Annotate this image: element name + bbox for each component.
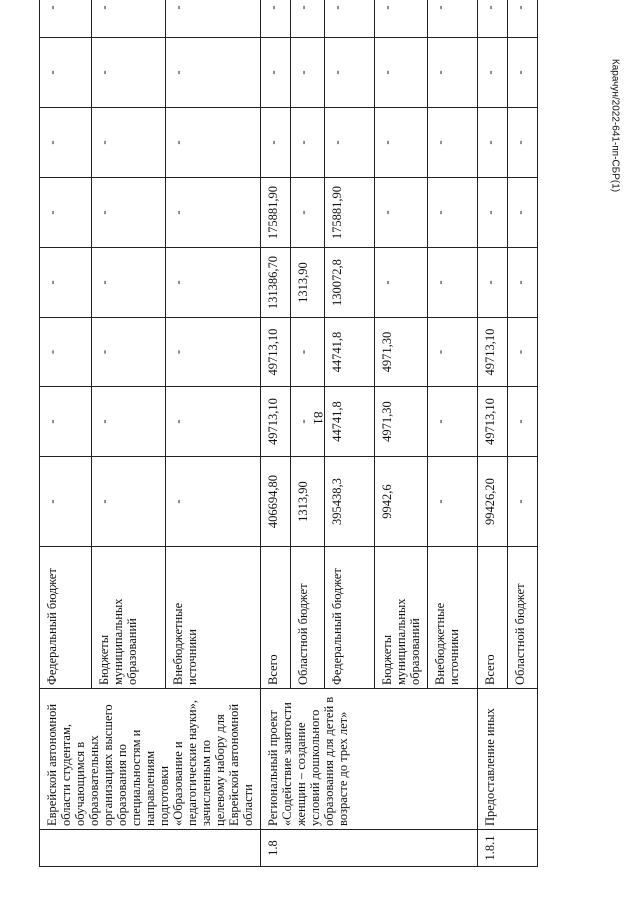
- section-title: Региональный проект «Содействие занятости женщин – создание условий дошкольного образования для детей в возрасте до трех лет»: [261, 689, 478, 830]
- amount-cell: -: [165, 248, 260, 318]
- page-number: 81: [311, 411, 326, 425]
- amount-cell: -: [165, 38, 260, 108]
- amount-cell: -: [508, 178, 538, 248]
- funding-source-cell: Всего: [478, 547, 508, 689]
- amount-cell: -: [478, 108, 508, 178]
- section-number: 1.8.1: [478, 830, 538, 867]
- section-number: [40, 830, 261, 867]
- amount-cell: -: [165, 457, 260, 547]
- amount-cell: 49713,10: [478, 387, 508, 457]
- section-title: Предоставление иных: [478, 689, 538, 830]
- section-number: 1.8: [261, 830, 478, 867]
- amount-cell: -: [325, 0, 375, 38]
- rotated-table-container: [39, 5, 536, 867]
- table-row: [40, 0, 92, 867]
- amount-cell: 49713,10: [261, 318, 291, 387]
- amount-cell: 1313,90: [291, 248, 325, 318]
- amount-cell: -: [428, 38, 478, 108]
- amount-cell: -: [428, 318, 478, 387]
- amount-cell: -: [40, 178, 92, 248]
- amount-cell: -: [165, 318, 260, 387]
- amount-cell: -: [325, 38, 375, 108]
- amount-cell: 395438,3: [325, 457, 375, 547]
- amount-cell: -: [91, 108, 165, 178]
- amount-cell: -: [261, 108, 291, 178]
- amount-cell: -: [428, 248, 478, 318]
- amount-cell: -: [428, 0, 478, 38]
- amount-cell: 406694,80: [261, 457, 291, 547]
- amount-cell: -: [165, 387, 260, 457]
- amount-cell: 9942,6: [375, 457, 428, 547]
- amount-cell: -: [508, 248, 538, 318]
- amount-cell: -: [508, 387, 538, 457]
- funding-source-cell: Бюджеты муниципальных образований: [375, 547, 428, 689]
- amount-cell: -: [375, 38, 428, 108]
- amount-cell: -: [508, 457, 538, 547]
- amount-cell: -: [291, 318, 325, 387]
- amount-cell: 1313,90: [291, 457, 325, 547]
- budget-table: [39, 0, 538, 867]
- amount-cell: -: [91, 318, 165, 387]
- amount-cell: -: [478, 0, 508, 38]
- amount-cell: -: [91, 178, 165, 248]
- funding-source-cell: Всего: [261, 547, 291, 689]
- amount-cell: -: [40, 108, 92, 178]
- amount-cell: 4971,30: [375, 318, 428, 387]
- amount-cell: -: [40, 38, 92, 108]
- amount-cell: -: [91, 457, 165, 547]
- amount-cell: -: [165, 178, 260, 248]
- funding-source-cell: Внебюджетные источники: [428, 547, 478, 689]
- amount-cell: 175881,90: [325, 178, 375, 248]
- amount-cell: -: [508, 0, 538, 38]
- funding-source-cell: Федеральный бюджет: [40, 547, 92, 689]
- amount-cell: 99426,20: [478, 457, 508, 547]
- table-row: [261, 0, 291, 867]
- amount-cell: -: [165, 0, 260, 38]
- table-body: [40, 0, 538, 867]
- amount-cell: -: [478, 38, 508, 108]
- amount-cell: -: [375, 0, 428, 38]
- amount-cell: -: [40, 457, 92, 547]
- amount-cell: -: [291, 387, 325, 457]
- amount-cell: -: [165, 108, 260, 178]
- funding-source-cell: Внебюджетные источники: [165, 547, 260, 689]
- amount-cell: -: [478, 178, 508, 248]
- amount-cell: 44741,8: [325, 387, 375, 457]
- section-title: Еврейской автономной области студентам, обучающимся в образовательных организациях высшего образования по специальностям и направлениям подготовки «Образование и педагогические науки», зачисленным по целевому набору для Еврейской автономной области: [40, 689, 261, 830]
- amount-cell: -: [40, 318, 92, 387]
- amount-cell: -: [261, 0, 291, 38]
- amount-cell: -: [91, 38, 165, 108]
- amount-cell: -: [325, 108, 375, 178]
- funding-source-cell: Федеральный бюджет: [325, 547, 375, 689]
- amount-cell: 131386,70: [261, 248, 291, 318]
- amount-cell: -: [91, 248, 165, 318]
- amount-cell: -: [375, 108, 428, 178]
- amount-cell: -: [291, 178, 325, 248]
- amount-cell: -: [375, 178, 428, 248]
- amount-cell: -: [40, 0, 92, 38]
- amount-cell: -: [428, 457, 478, 547]
- amount-cell: -: [375, 248, 428, 318]
- amount-cell: -: [508, 38, 538, 108]
- amount-cell: -: [478, 248, 508, 318]
- amount-cell: -: [291, 38, 325, 108]
- table-row: [478, 0, 508, 867]
- funding-source-cell: Областной бюджет: [291, 547, 325, 689]
- amount-cell: 49713,10: [261, 387, 291, 457]
- funding-source-cell: Областной бюджет: [508, 547, 538, 689]
- amount-cell: 130072,8: [325, 248, 375, 318]
- amount-cell: -: [40, 387, 92, 457]
- amount-cell: 49713,10: [478, 318, 508, 387]
- funding-source-cell: Бюджеты муниципальных образований: [91, 547, 165, 689]
- amount-cell: -: [508, 318, 538, 387]
- amount-cell: -: [91, 387, 165, 457]
- amount-cell: -: [261, 38, 291, 108]
- amount-cell: -: [291, 0, 325, 38]
- amount-cell: -: [508, 108, 538, 178]
- amount-cell: 4971,30: [375, 387, 428, 457]
- file-reference: Карачун/2022-641-пп-СБР(1): [609, 58, 621, 193]
- amount-cell: -: [40, 248, 92, 318]
- amount-cell: 44741,8: [325, 318, 375, 387]
- amount-cell: -: [428, 178, 478, 248]
- amount-cell: -: [428, 387, 478, 457]
- amount-cell: -: [291, 108, 325, 178]
- amount-cell: -: [91, 0, 165, 38]
- amount-cell: -: [428, 108, 478, 178]
- amount-cell: 175881,90: [261, 178, 291, 248]
